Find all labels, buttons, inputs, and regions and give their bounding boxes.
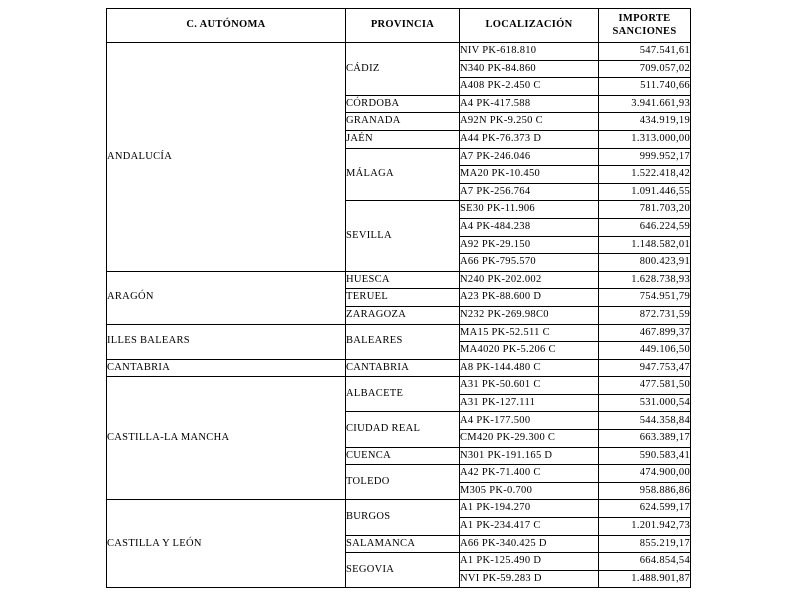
- table-row: [107, 271, 691, 289]
- location-cell: A66 PK-795.570: [460, 254, 599, 272]
- amount-cell: 544.358,84: [599, 412, 691, 430]
- amount-cell: 754.951,79: [599, 289, 691, 307]
- amount-cell: 531.000,54: [599, 394, 691, 412]
- amount-cell: 781.703,20: [599, 201, 691, 219]
- location-cell: A23 PK-88.600 D: [460, 289, 599, 307]
- location-cell: A1 PK-234.417 C: [460, 518, 599, 536]
- amount-cell: 958.886,86: [599, 482, 691, 500]
- province-cell: ALBACETE: [346, 377, 460, 412]
- location-cell: NVI PK-59.283 D: [460, 570, 599, 588]
- table-row: [107, 377, 691, 395]
- location-cell: A31 PK-50.601 C: [460, 377, 599, 395]
- amount-cell: 3.941.661,93: [599, 95, 691, 113]
- location-cell: A1 PK-194.270: [460, 500, 599, 518]
- sanctions-table: [106, 8, 691, 588]
- location-cell: SE30 PK-11.906: [460, 201, 599, 219]
- header-importe-line1: IMPORTE: [618, 13, 671, 25]
- header-row: [107, 9, 691, 43]
- location-cell: CM420 PK-29.300 C: [460, 430, 599, 448]
- province-cell: CÓRDOBA: [346, 95, 460, 113]
- location-cell: M305 PK-0.700: [460, 482, 599, 500]
- location-cell: A8 PK-144.480 C: [460, 359, 599, 377]
- location-cell: MA4020 PK-5.206 C: [460, 342, 599, 360]
- amount-cell: 547.541,61: [599, 43, 691, 61]
- province-cell: SEVILLA: [346, 201, 460, 271]
- location-cell: A92 PK-29.150: [460, 236, 599, 254]
- province-cell: CUENCA: [346, 447, 460, 465]
- amount-cell: 1.488.901,87: [599, 570, 691, 588]
- province-cell: SALAMANCA: [346, 535, 460, 553]
- header-localizacion: LOCALIZACIÓN: [460, 9, 599, 43]
- amount-cell: 855.219,17: [599, 535, 691, 553]
- table-row: [107, 324, 691, 342]
- amount-cell: 646.224,59: [599, 218, 691, 236]
- location-cell: NIV PK-618.810: [460, 43, 599, 61]
- province-cell: BALEARES: [346, 324, 460, 359]
- province-cell: GRANADA: [346, 113, 460, 131]
- amount-cell: 624.599,17: [599, 500, 691, 518]
- location-cell: A4 PK-484.238: [460, 218, 599, 236]
- location-cell: N340 PK-84.860: [460, 60, 599, 78]
- province-cell: HUESCA: [346, 271, 460, 289]
- amount-cell: 590.583,41: [599, 447, 691, 465]
- location-cell: A1 PK-125.490 D: [460, 553, 599, 571]
- location-cell: A44 PK-76.373 D: [460, 130, 599, 148]
- table-row: [107, 500, 691, 518]
- header-ca: C. AUTÓNOMA: [107, 9, 346, 43]
- amount-cell: 434.919,19: [599, 113, 691, 131]
- amount-cell: 1.522.418,42: [599, 166, 691, 184]
- amount-cell: 449.106,50: [599, 342, 691, 360]
- amount-cell: 474.900,00: [599, 465, 691, 483]
- table-row: [107, 359, 691, 377]
- location-cell: A4 PK-177.500: [460, 412, 599, 430]
- region-cell: ILLES BALEARS: [107, 324, 346, 359]
- header-importe: [599, 9, 691, 43]
- province-cell: CÁDIZ: [346, 43, 460, 96]
- province-cell: TOLEDO: [346, 465, 460, 500]
- table-header: [107, 9, 691, 43]
- province-cell: JAÉN: [346, 130, 460, 148]
- location-cell: A4 PK-417.588: [460, 95, 599, 113]
- location-cell: MA15 PK-52.511 C: [460, 324, 599, 342]
- location-cell: A408 PK-2.450 C: [460, 78, 599, 96]
- province-cell: CIUDAD REAL: [346, 412, 460, 447]
- amount-cell: 872.731,59: [599, 306, 691, 324]
- region-cell: ARAGÓN: [107, 271, 346, 324]
- amount-cell: 1.091.446,55: [599, 183, 691, 201]
- amount-cell: 947.753,47: [599, 359, 691, 377]
- province-cell: MÁLAGA: [346, 148, 460, 201]
- location-cell: A7 PK-256.764: [460, 183, 599, 201]
- amount-cell: 709.057,02: [599, 60, 691, 78]
- amount-cell: 664.854,54: [599, 553, 691, 571]
- location-cell: N232 PK-269.98C0: [460, 306, 599, 324]
- province-cell: TERUEL: [346, 289, 460, 307]
- amount-cell: 477.581,50: [599, 377, 691, 395]
- table-row: [107, 43, 691, 61]
- province-cell: BURGOS: [346, 500, 460, 535]
- region-cell: CASTILLA-LA MANCHA: [107, 377, 346, 500]
- region-cell: ANDALUCÍA: [107, 43, 346, 272]
- region-cell: CASTILLA Y LEÓN: [107, 500, 346, 588]
- amount-cell: 1.201.942,73: [599, 518, 691, 536]
- location-cell: A92N PK-9.250 C: [460, 113, 599, 131]
- location-cell: A66 PK-340.425 D: [460, 535, 599, 553]
- location-cell: N301 PK-191.165 D: [460, 447, 599, 465]
- province-cell: SEGOVIA: [346, 553, 460, 588]
- region-cell: CANTABRIA: [107, 359, 346, 377]
- amount-cell: 1.148.582,01: [599, 236, 691, 254]
- location-cell: A31 PK-127.111: [460, 394, 599, 412]
- location-cell: A7 PK-246.046: [460, 148, 599, 166]
- amount-cell: 1.313.000,00: [599, 130, 691, 148]
- header-provincia: PROVINCIA: [346, 9, 460, 43]
- location-cell: MA20 PK-10.450: [460, 166, 599, 184]
- location-cell: N240 PK-202.002: [460, 271, 599, 289]
- amount-cell: 999.952,17: [599, 148, 691, 166]
- amount-cell: 511.740,66: [599, 78, 691, 96]
- location-cell: A42 PK-71.400 C: [460, 465, 599, 483]
- amount-cell: 1.628.738,93: [599, 271, 691, 289]
- province-cell: ZARAGOZA: [346, 306, 460, 324]
- table-body: [107, 43, 691, 588]
- amount-cell: 663.389,17: [599, 430, 691, 448]
- header-importe-line2: SANCIONES: [612, 25, 677, 37]
- amount-cell: 467.899,37: [599, 324, 691, 342]
- amount-cell: 800.423,91: [599, 254, 691, 272]
- province-cell: CANTABRIA: [346, 359, 460, 377]
